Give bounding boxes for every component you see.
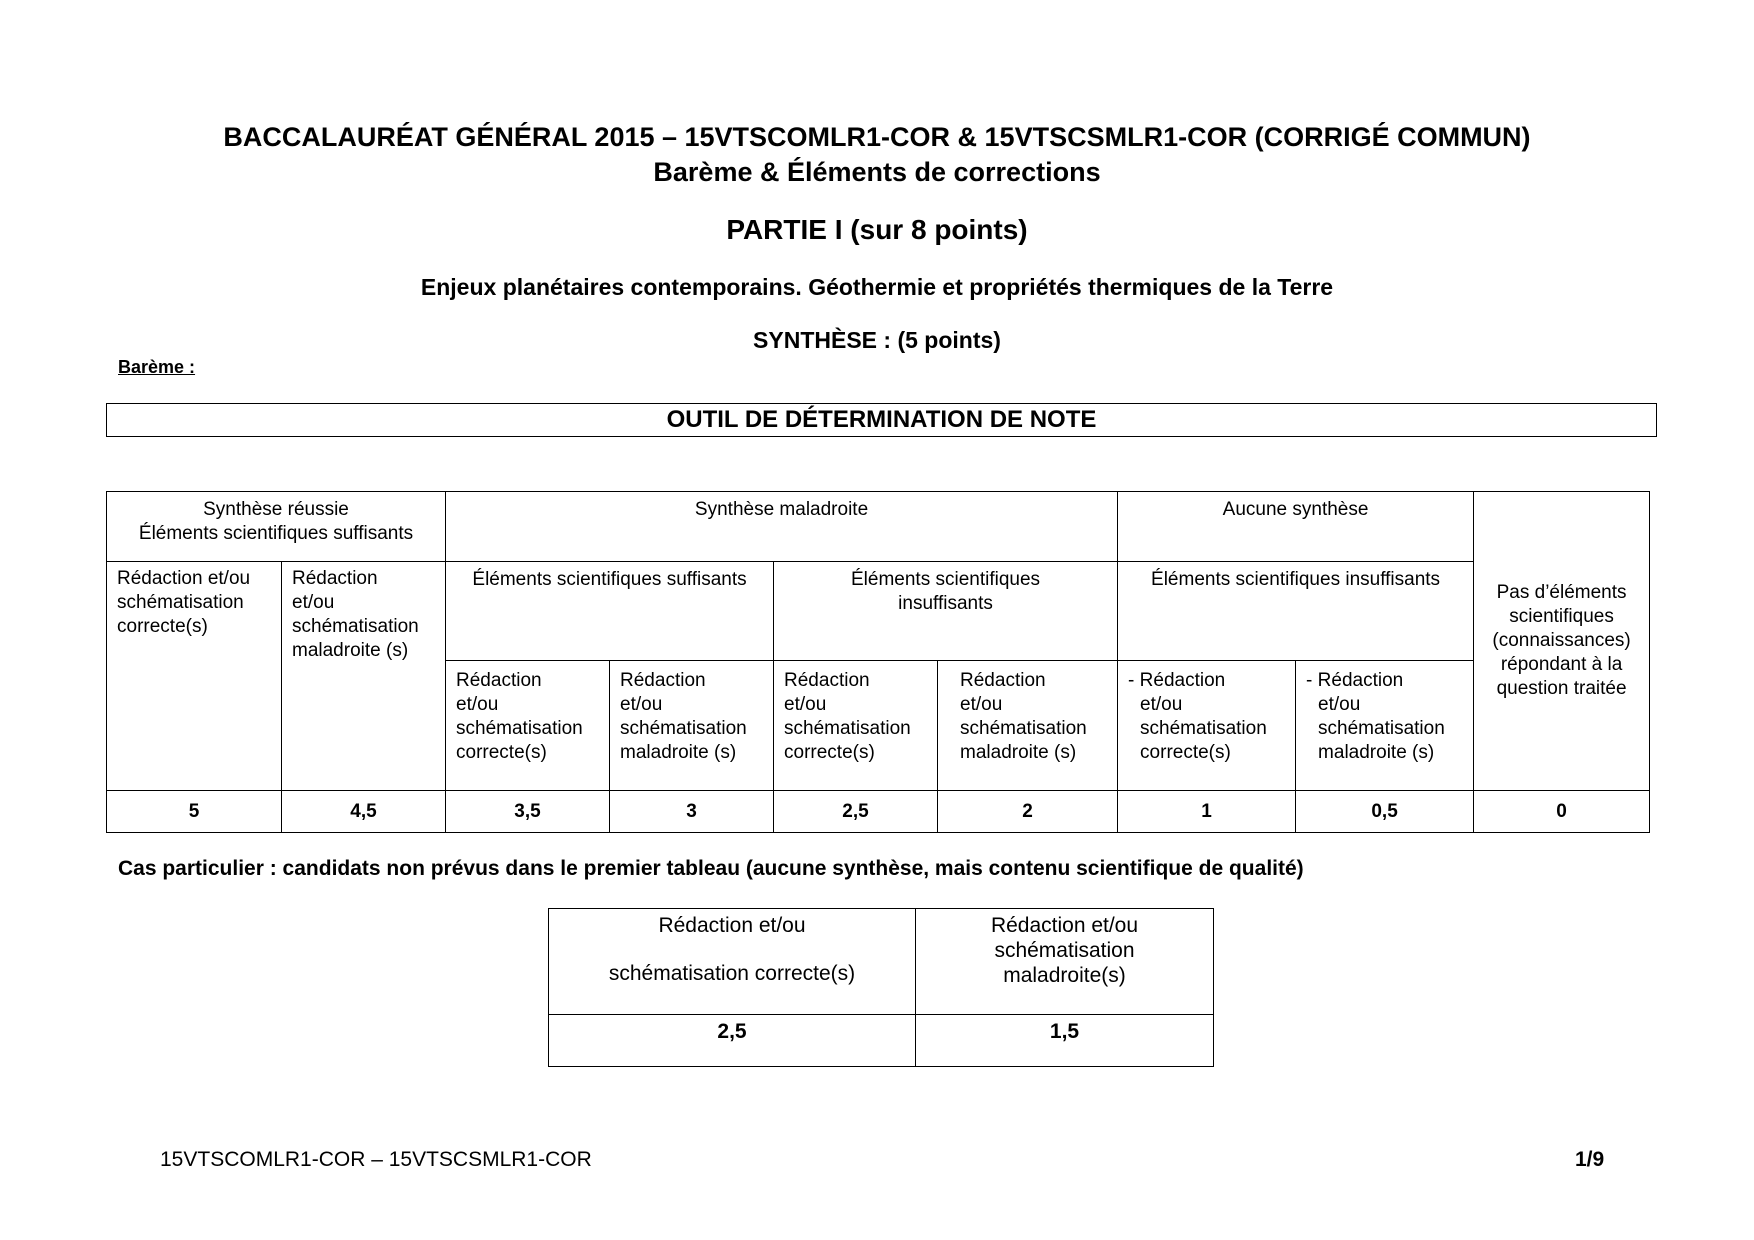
cell-line: Rédaction et/ou [117, 568, 251, 589]
leaf-cell [446, 661, 610, 791]
cell-line: et/ou [1318, 694, 1361, 715]
score-cell: 2,5 [774, 791, 938, 833]
subheader-insuffisants-line2: insuffisants [898, 593, 993, 614]
special-score-cell: 2,5 [549, 1015, 916, 1067]
pas-elements-line5: question traitée [1496, 678, 1627, 699]
cell-line: correcte(s) [784, 742, 875, 763]
cell-line: correcte(s) [456, 742, 547, 763]
cell-line: Rédaction [784, 670, 870, 691]
page-number: 1/9 [1575, 1148, 1605, 1171]
special-score-cell: 1,5 [916, 1015, 1214, 1067]
cell-line: schématisation [456, 718, 583, 739]
header-aucune-synthese: Aucune synthèse [1118, 492, 1474, 562]
pas-elements-line1: Pas d’éléments [1496, 582, 1627, 603]
col-reussie-correcte [107, 562, 282, 791]
cell-line: schématisation [117, 592, 244, 613]
special-header-correcte [549, 909, 916, 1015]
subheader-suffisants: Éléments scientifiques suffisants [446, 562, 774, 661]
cell-line: et/ou [1140, 694, 1183, 715]
cell-line: maladroite (s) [292, 640, 409, 661]
subheader-insuffisants-line1: Éléments scientifiques [851, 569, 1041, 590]
footer-reference: 15VTSCOMLR1-COR – 15VTSCSMLR1-COR [160, 1148, 592, 1171]
subheader-aucune-insuffisants: Éléments scientifiques insuffisants [1118, 562, 1474, 661]
cell-line: schématisation correcte(s) [608, 962, 856, 985]
cell-line: schématisation [1140, 718, 1267, 739]
cell-line: schématisation [784, 718, 911, 739]
cell-line: schématisation [1318, 718, 1445, 739]
pas-elements-line4: répondant à la [1500, 654, 1623, 675]
header-synthese-reussie-line1: Synthèse réussie [203, 499, 349, 520]
cell-line: correcte(s) [117, 616, 208, 637]
cell-line: maladroite (s) [960, 742, 1077, 763]
subheader-insuffisants [774, 562, 1118, 661]
bullet-dash: - [1128, 670, 1135, 691]
header-pas-elements [1474, 492, 1650, 791]
synthese-heading: SYNTHÈSE : (5 points) [753, 327, 1001, 353]
header-synthese-maladroite: Synthèse maladroite [446, 492, 1118, 562]
cell-line: correcte(s) [1140, 742, 1231, 763]
pas-elements-line3: (connaissances) [1492, 630, 1631, 651]
cas-particulier-heading: Cas particulier : candidats non prévus dans le premier tableau (aucune synthèse, mais contenu scientifique de qualité) [118, 857, 1304, 880]
score-cell: 0 [1474, 791, 1650, 833]
document-title: BACCALAURÉAT GÉNÉRAL 2015 – 15VTSCOMLR1-COR & 15VTSCSMLR1-COR (CORRIGÉ COMMUN) [223, 122, 1531, 152]
cell-line: Rédaction [1317, 670, 1404, 691]
score-cell: 2 [938, 791, 1118, 833]
cell-line: Rédaction et/ou [990, 914, 1139, 937]
theme-heading: Enjeux planétaires contemporains. Géothermie et propriétés thermiques de la Terre [420, 274, 1334, 300]
cell-line: Rédaction [292, 568, 378, 589]
document-subtitle: Barème & Éléments de corrections [653, 157, 1101, 187]
cell-line: Rédaction [620, 670, 706, 691]
cell-line: et/ou [960, 694, 1003, 715]
bullet-dash: - [1306, 670, 1313, 691]
cell-line: Rédaction [1139, 670, 1226, 691]
leaf-cell [1118, 661, 1296, 791]
leaf-cell [774, 661, 938, 791]
cell-line: et/ou [784, 694, 827, 715]
cell-line: Rédaction [456, 670, 542, 691]
cell-line: et/ou [292, 592, 335, 613]
score-cell: 3,5 [446, 791, 610, 833]
cell-line: Rédaction et/ou [658, 914, 806, 937]
special-case-table [548, 908, 1214, 1067]
leaf-cell [610, 661, 774, 791]
partie-heading: PARTIE I (sur 8 points) [726, 214, 1028, 245]
cell-line: maladroite (s) [1318, 742, 1435, 763]
cell-line: maladroite (s) [620, 742, 737, 763]
score-cell: 5 [107, 791, 282, 833]
score-cell: 4,5 [282, 791, 446, 833]
leaf-cell [938, 661, 1118, 791]
score-cell: 3 [610, 791, 774, 833]
cell-line: maladroite(s) [1003, 964, 1126, 987]
pas-elements-line2: scientifiques [1509, 606, 1614, 627]
header-synthese-reussie-line2: Éléments scientifiques suffisants [138, 523, 414, 544]
special-header-maladroite [916, 909, 1214, 1015]
score-cell: 1 [1118, 791, 1296, 833]
bareme-label: Barème : [118, 357, 196, 377]
cell-line: et/ou [456, 694, 499, 715]
cell-line: schématisation [994, 939, 1135, 962]
header-synthese-reussie [107, 492, 446, 562]
cell-line: schématisation [292, 616, 419, 637]
leaf-cell [1296, 661, 1474, 791]
score-cell: 0,5 [1296, 791, 1474, 833]
cell-line: et/ou [620, 694, 663, 715]
col-reussie-maladroite [282, 562, 446, 791]
cell-line: Rédaction [960, 670, 1046, 691]
cell-line: schématisation [620, 718, 747, 739]
grading-table [106, 491, 1650, 833]
cell-line: schématisation [960, 718, 1087, 739]
outil-title-box: OUTIL DE DÉTERMINATION DE NOTE [106, 403, 1657, 437]
